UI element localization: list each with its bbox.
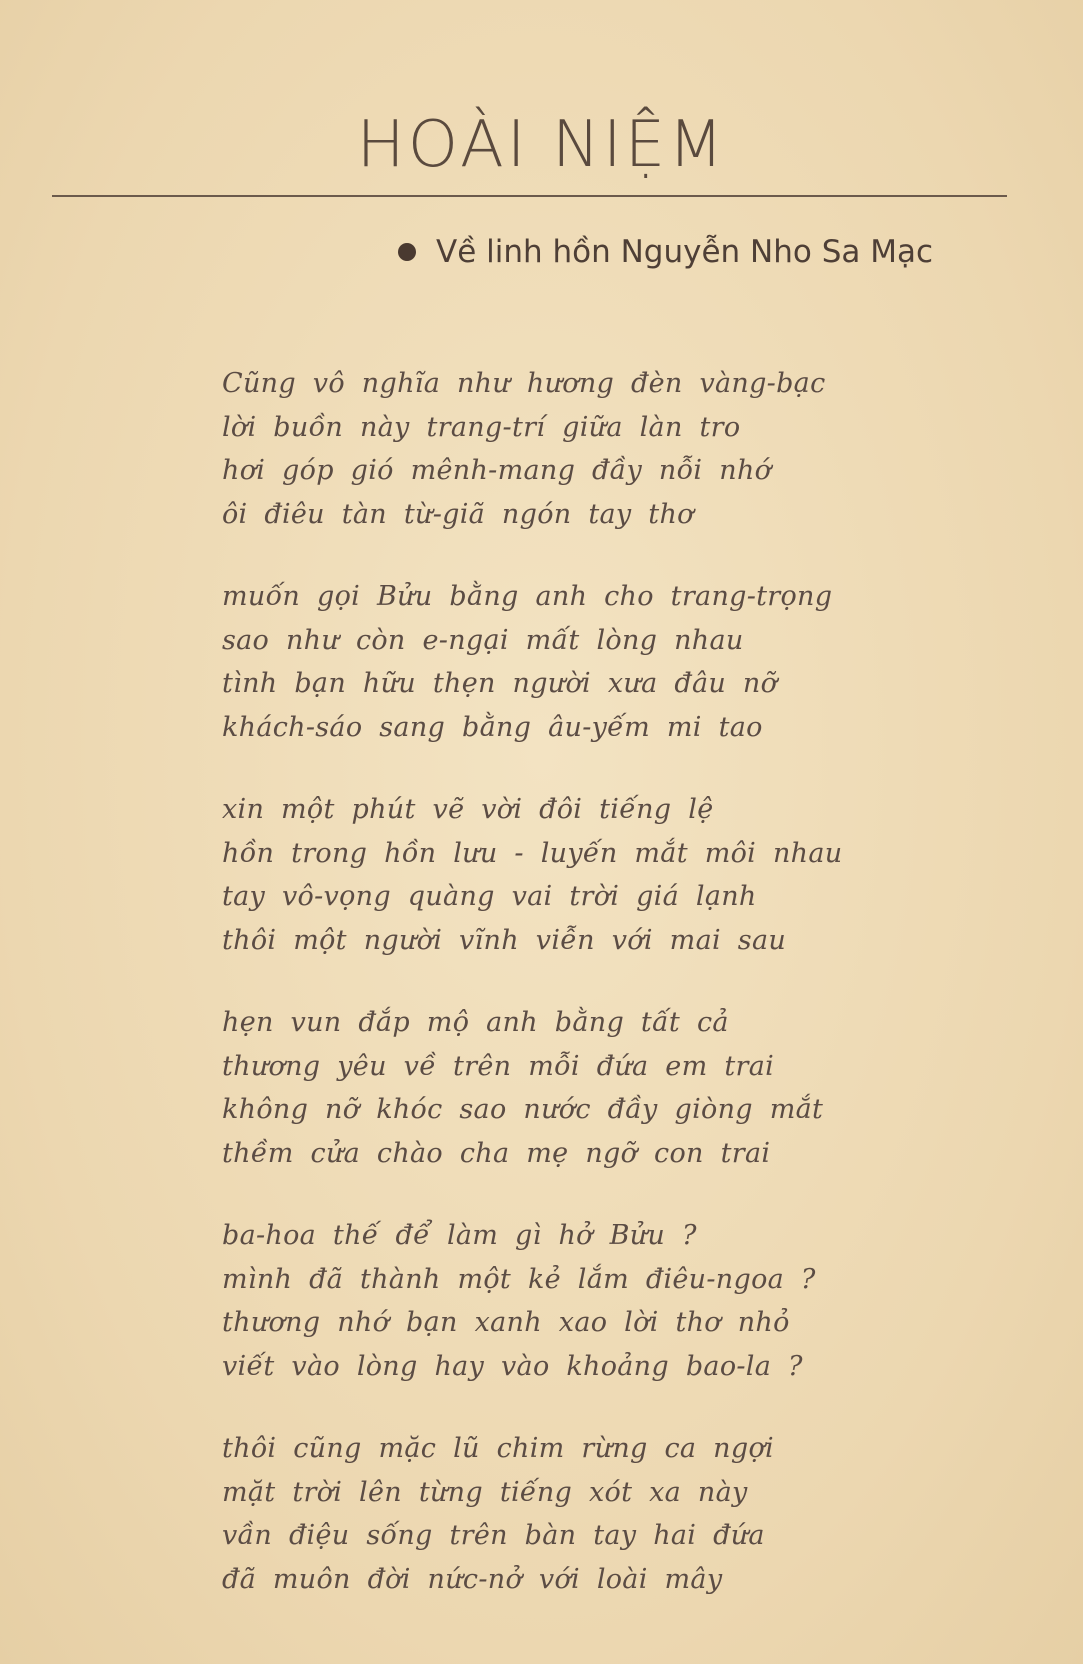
poem-line: xin một phút vẽ vời đôi tiếng lệ [222,794,714,825]
poem-line: thương nhớ bạn xanh xao lời thơ nhỏ [222,1307,790,1338]
stanza [222,575,922,749]
poem-line: khách-sáo sang bằng âu-yếm mi tao [222,711,763,743]
stanza [222,1427,922,1601]
poem-line: không nỡ khóc sao nước đầy giòng mắt [222,1094,824,1125]
poem-line: muốn gọi Bửu bằng anh cho trang-trọng [222,581,833,612]
poem-line: đã muôn đời nức-nở với loài mây [222,1563,723,1595]
poem-line: thôi cũng mặc lũ chim rừng ca ngợi [222,1433,774,1464]
poem-line: vần điệu sống trên bàn tay hai đứa [222,1520,765,1551]
poem-line: thôi một người vĩnh viễn với mai sau [222,924,787,956]
poem-line: hẹn vun đắp mộ anh bằng tất cả [222,1007,729,1038]
bullet-icon [398,243,416,261]
title-divider [52,195,1007,197]
poem-line: tình bạn hữu thẹn người xưa đâu nỡ [222,668,778,699]
dedication-text: Về linh hồn Nguyễn Nho Sa Mạc [436,234,934,270]
poem-line: sao như còn e-ngại mất lòng nhau [222,624,744,656]
dedication [398,234,933,270]
poem-line: viết vào lòng hay vào khoảng bao-la ? [222,1350,803,1382]
poem-line: ba-hoa thế để làm gì hở Bửu ? [222,1220,697,1251]
poem-line: tay vô-vọng quàng vai trời giá lạnh [222,881,757,912]
stanza [222,1001,922,1175]
poem-line: hơi góp gió mênh-mang đầy nỗi nhớ [222,455,772,486]
poem-line: thềm cửa chào cha mẹ ngỡ con trai [222,1137,771,1169]
poem-line: lời buồn này trang-trí giữa làn tro [222,411,741,443]
poem-line: mặt trời lên từng tiếng xót xa này [222,1476,748,1508]
stanza [222,788,922,962]
poem-body [222,362,922,1640]
poem-title: HOÀI NIỆM [356,108,727,182]
poem-line: hồn trong hồn lưu - luyến mắt môi nhau [222,837,843,869]
poem-line: Cũng vô nghĩa như hương đèn vàng-bạc [222,368,826,399]
stanza [222,1214,922,1388]
poem-line: ôi điêu tàn từ-giã ngón tay thơ [222,498,694,530]
poem-line: mình đã thành một kẻ lắm điêu-ngoa ? [222,1263,816,1295]
stanza [222,362,922,536]
poem-line: thương yêu về trên mỗi đứa em trai [222,1050,775,1082]
